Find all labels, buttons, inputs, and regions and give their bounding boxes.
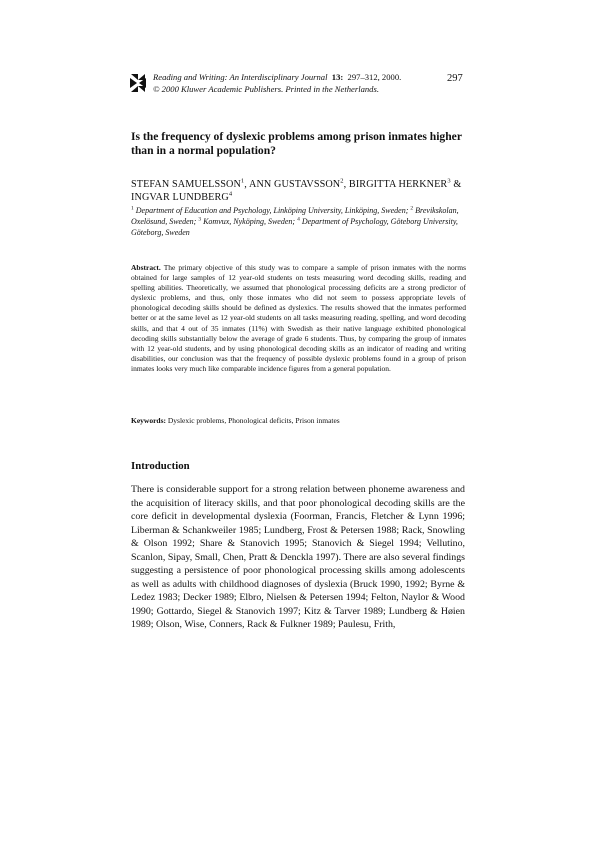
journal-name: Reading and Writing: An Interdisciplinary Journal [153,72,328,82]
author-affiliation-mark: 4 [228,190,233,198]
affiliation-text: Department of Education and Psychology, Linköping University, Linköping, Sweden; [133,206,411,215]
section-heading-introduction: Introduction [131,460,190,472]
publisher-logo-icon [129,72,147,94]
affiliation-mark: 3 [198,216,202,223]
affiliation-text: Department of Psychology, Göteborg University, Göteborg, Sweden [131,217,458,237]
abstract [131,263,466,374]
author-name: BIRGITTA HERKNER [348,179,448,190]
keywords-label: Keywords: [131,416,166,425]
keywords [131,416,466,426]
introduction-body: There is considerable support for a strong relation between phoneme awareness and the acquisition of literacy skills, and that poor phonological decoding skills are the core deficit in developmental dyslexia (Foorman, Francis, Fletcher & Lynn 1996; Liberman & Schankweiler 1985; Lundberg, Frost & Petersen 1988; Rack, Snowling & Olson 1992; Share & Stanovich 1995; Stanovich & Siegel 1994; Vellutino, Scanlon, Sipay, Small, Chen, Pratt & Denckla 1997). There are also several findings suggesting a persistence of poor phonological processing skills among adolescents as well as adults with childhood diagnoses of dyslexia (Bruck 1990, 1992; Byrne & Ledez 1983; Decker 1989; Elbro, Nielsen & Petersen 1994; Felton, Naylor & Wood 1990; Gottardo, Siegel & Stanovich 1997; Kitz & Tarver 1989; Lundberg & Høien 1989; Olson, Wise, Conners, Rack & Fulkner 1989; Paulesu, Frith, [131,484,465,630]
journal-pages-year: 297–312, 2000. [347,72,402,82]
author-name: INGVAR LUNDBERG [131,191,229,203]
author-separator: , [244,179,250,190]
author-list [131,179,471,204]
keywords-text: Dyslexic problems, Phonological deficits, Prison inmates [166,416,340,425]
abstract-label: Abstract. [131,263,161,272]
author-separator: , [343,179,349,190]
author-separator: & [450,179,462,190]
affiliation-mark: 1 [131,205,134,212]
author-affiliation-mark: 1 [240,177,245,185]
copyright-line: © 2000 Kluwer Academic Publishers. Printed in the Netherlands. [153,84,379,94]
author-affiliation-mark: 3 [447,177,451,185]
page-number: 297 [447,73,463,84]
affiliation-mark: 4 [297,216,300,223]
affiliation-text: Brevikskolan, Oxelösund, Sweden; [131,206,459,226]
affiliation-mark: 2 [410,205,414,212]
affiliation-text: Komvux, Nyköping, Sweden; [201,217,298,226]
author-affiliation-mark: 2 [340,177,344,185]
author-name: ANN GUSTAVSSON [249,179,341,190]
abstract-text: The primary objective of this study was to compare a sample of prison inmates with the norms obtained for large samples of 12 year-old students on tests measuring word decoding skills, reading and spelling abilities. Theoretically, we assumed that phonological processing deficits are a strong predictor of dyslexic problems, and thus, only those inmates who did not seem to possess appropriate levels of phonological decoding skills should be defined as dyslexics. The results showed that the inmates performed better or at the same level as 12 year-old students on all tasks measuring reading, spelling, and word decoding skills, and that 4 out of 35 inmates (11%) with Swedish as their native language exhibited phonological decoding skills substantially below the average of grade 6 students. Thus, by comparing the group of inmates with 12 year-old students, and by using phonological decoding skills as an indicator of reading and writing disabilities, our conclusion was that the frequency of possible dyslexic problems found in a group of prison inmates looks very much like comparable incidence figures from a general population. [131,263,466,373]
article-title: Is the frequency of dyslexic problems among prison inmates higher than in a normal population? [131,130,462,157]
journal-volume: 13: [331,72,344,82]
author-name: STEFAN SAMUELSSON [131,179,241,190]
affiliations [131,205,471,238]
journal-citation [153,72,401,82]
